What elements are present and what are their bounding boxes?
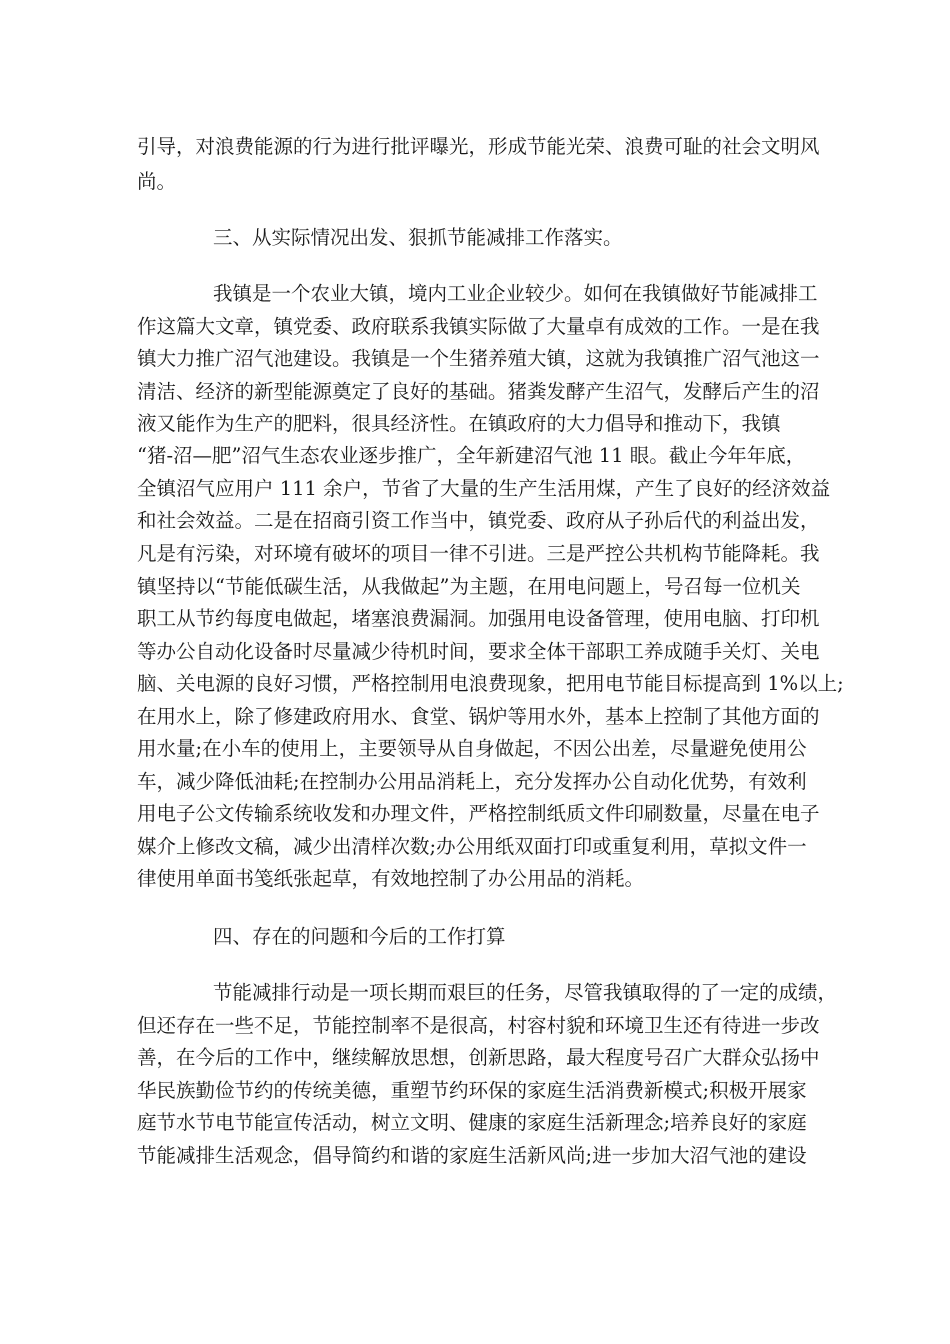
section-heading-4: 四、存在的问题和今后的工作打算 [213,925,506,948]
paragraph-line: 节能减排生活观念，倡导简约和谐的家庭生活新风尚;进一步加大沼气池的建设 [137,1144,807,1167]
paragraph-line: 液又能作为生产的肥料，很具经济性。在镇政府的大力倡导和推动下，我镇 [137,412,781,435]
paragraph-line: 华民族勤俭节约的传统美德，重塑节约环保的家庭生活消费新模式;积极开展家 [137,1079,807,1102]
paragraph-line: “猪-沼—肥”沼气生态农业逐步推广，全年新建沼气池 11 眼。截止今年年底， [137,444,806,467]
paragraph-line: 但还存在一些不足，节能控制率不是很高，村容村貌和环境卫生还有待进一步改 [137,1014,820,1037]
paragraph-line: 作这篇大文章，镇党委、政府联系我镇实际做了大量卓有成效的工作。一是在我 [137,315,820,338]
paragraph-line: 车，减少降低油耗;在控制办公用品消耗上，充分发挥办公自动化优势，有效利 [137,770,807,793]
paragraph-line: 律使用单面书笺纸张起草，有效地控制了办公用品的消耗。 [137,867,645,890]
paragraph-line: 镇坚持以“节能低碳生活，从我做起”为主题，在用电问题上，号召每一位机关 [137,575,801,598]
paragraph-line: 媒介上修改文稿，减少出清样次数;办公用纸双面打印或重复利用，草拟文件一 [137,835,807,858]
paragraph-line: 用水量;在小车的使用上，主要领导从自身做起，不因公出差，尽量避免使用公 [137,737,807,760]
section-heading-3: 三、从实际情况出发、狠抓节能减排工作落实。 [213,226,623,249]
paragraph-line: 庭节水节电节能宣传活动，树立文明、健康的家庭生活新理念;培养良好的家庭 [137,1111,807,1134]
paragraph-line: 和社会效益。二是在招商引资工作当中，镇党委、政府从子孙后代的利益出发， [137,509,820,532]
paragraph-line: 在用水上，除了修建政府用水、食堂、锅炉等用水外，基本上控制了其他方面的 [137,705,820,728]
paragraph-line: 用电子公文传输系统收发和办理文件，严格控制纸质文件印刷数量，尽量在电子 [137,802,820,825]
paragraph-line: 清洁、经济的新型能源奠定了良好的基础。猪粪发酵产生沼气，发酵后产生的沼 [137,380,820,403]
paragraph-line: 尚。 [137,170,177,193]
paragraph-line: 凡是有污染，对环境有破坏的项目一律不引进。三是严控公共机构节能降耗。我 [137,542,820,565]
paragraph-line: 全镇沼气应用户 111 余户，节省了大量的生产生活用煤，产生了良好的经济效益 [137,477,831,500]
paragraph-line: 镇大力推广沼气池建设。我镇是一个生猪养殖大镇，这就为我镇推广沼气池这一 [137,347,820,370]
paragraph-line: 职工从节约每度电做起，堵塞浪费漏洞。加强用电设备管理，使用电脑、打印机 [137,607,820,630]
paragraph-line: 我镇是一个农业大镇，境内工业企业较少。如何在我镇做好节能减排工 [213,282,818,305]
paragraph-line: 脑、关电源的良好习惯，严格控制用电浪费现象，把用电节能目标提高到 1%以上; [137,672,844,695]
paragraph-line: 善，在今后的工作中，继续解放思想，创新思路，最大程度号召广大群众弘扬中 [137,1046,820,1069]
paragraph-line: 等办公自动化设备时尽量减少待机时间，要求全体干部职工养成随手关灯、关电 [137,640,820,663]
paragraph-line: 节能减排行动是一项长期而艰巨的任务，尽管我镇取得的了一定的成绩， [213,981,838,1004]
paragraph-line: 引导，对浪费能源的行为进行批评曝光，形成节能光荣、浪费可耻的社会文明风 [137,135,820,158]
